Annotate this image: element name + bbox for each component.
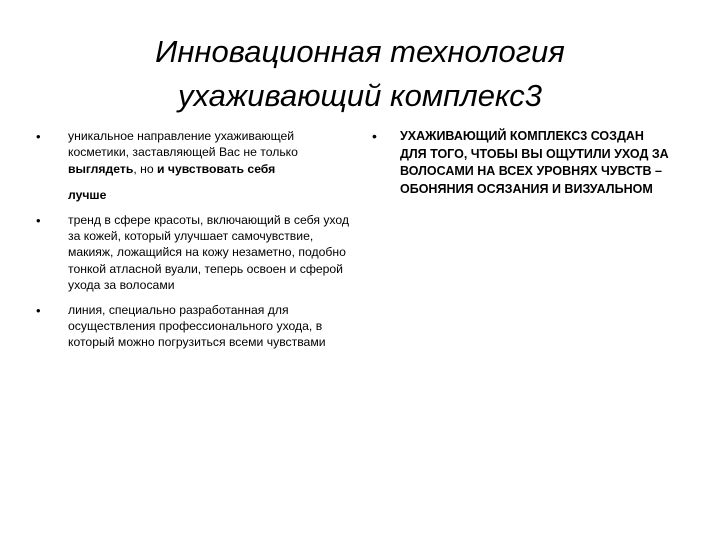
list-item-text-part: , но	[133, 161, 158, 176]
list-item-text: тренд в сфере красоты, включающий в себя уход за кожей, который улучшает самочувствие, макияж, ложащийся на кожу незаметно, подобно тонкой атласной вуали, теперь освоен и сферой ухода за волосами	[68, 212, 350, 293]
list-item-emphasis: лучше	[68, 188, 107, 203]
list-item	[370, 128, 670, 198]
list-item	[30, 212, 350, 294]
bullet-icon: •	[36, 212, 41, 228]
left-column	[30, 128, 350, 359]
list-item	[30, 128, 350, 204]
right-column	[370, 128, 670, 206]
bullet-icon: •	[36, 302, 41, 318]
list-item-text: линия, специально разработанная для осуществления профессионального ухода, в который можно погрузиться всеми чувствами	[68, 302, 326, 350]
list-item-text: УХАЖИВАЮЩИЙ КОМПЛЕКС3 СОЗДАН ДЛЯ ТОГО, ЧТОБЫ ВЫ ОЩУТИЛИ УХОД ЗА ВОЛОСАМИ НА ВСЕХ УРОВНЯХ ЧУВСТВ – ОБОНЯНИЯ ОСЯЗАНИЯ И ВИЗУАЛЬНОМ	[400, 129, 669, 196]
list-item-text	[68, 128, 350, 204]
list-item-emphasis: выглядеть	[68, 161, 134, 176]
slide-title-line-1: Инновационная технология	[155, 34, 565, 69]
slide-title	[60, 30, 660, 118]
bullet-icon: •	[372, 128, 377, 144]
list-item-emphasis: и чувствовать себя	[157, 161, 276, 176]
list-item-text-part: уникальное направление ухаживающей косметики, заставляющей Вас не только	[68, 129, 298, 160]
list-item	[30, 302, 350, 351]
slide-title-line-2: ухаживающий комплекс3	[178, 78, 542, 113]
bullet-icon: •	[36, 129, 41, 144]
